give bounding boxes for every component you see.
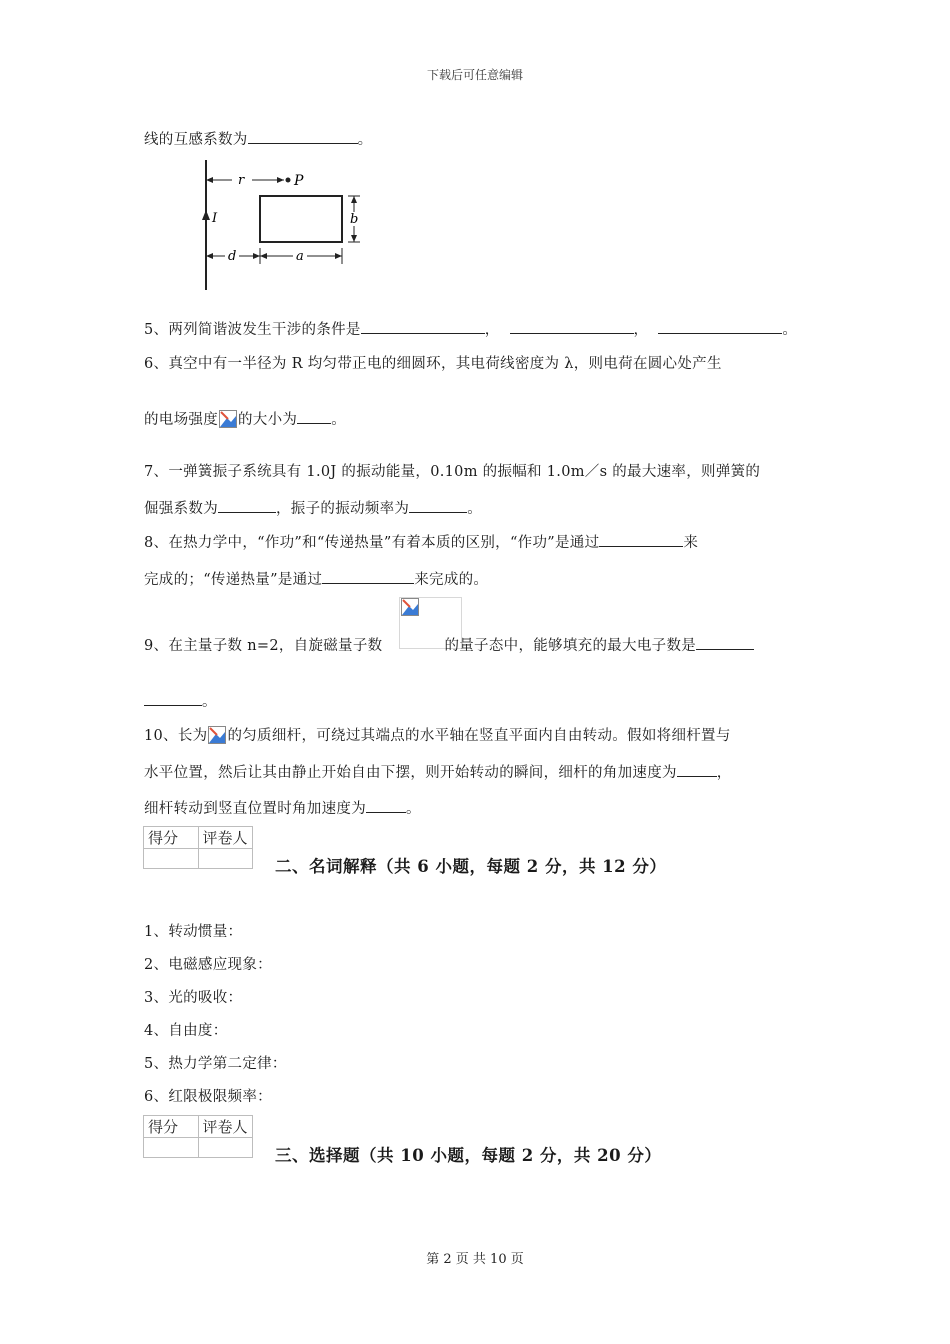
list-item: 4、自由度：	[144, 1023, 228, 1039]
answer-blank[interactable]	[322, 571, 414, 584]
question-5: 5、两列简谐波发生干涉的条件是 ， ， 。	[144, 322, 798, 338]
answer-blank[interactable]	[297, 411, 331, 424]
question-7-line-1: 7、一弹簧振子系统具有 1.0J 的振动能量，0.10m 的振幅和 1.0m／s 的最大速率，则弹簧的	[144, 464, 761, 480]
question-10-line-2: 水平位置，然后让其由静止开始自由下摆，则开始转动的瞬间，细杆的角加速度为 ，	[144, 765, 732, 781]
page-footer: 第 2 页 共 10 页	[426, 1252, 524, 1267]
grader-label: 评卷人	[198, 1116, 253, 1138]
list-item: 3、光的吸收：	[144, 990, 243, 1006]
label-a: a	[296, 249, 304, 264]
score-table	[143, 826, 253, 870]
q4-tail: 线的互感系数为 。	[144, 132, 373, 148]
label-b: b	[350, 212, 359, 227]
question-9-line-1: 9、在主量子数 n=2，自旋磁量子数 的量子态中，能够填充的最大电子数是	[144, 634, 754, 655]
question-7-line-2: 倔强系数为 ，振子的振动频率为 。	[144, 501, 483, 517]
grader-label: 评卷人	[198, 827, 253, 849]
answer-blank[interactable]	[218, 500, 276, 513]
list-item: 5、热力学第二定律：	[144, 1056, 287, 1072]
question-6-line-1: 6、真空中有一半径为 R 均匀带正电的细圆环，其电荷线密度为 λ，则电荷在圆心处产生	[144, 356, 722, 372]
point-P	[286, 178, 291, 183]
answer-blank[interactable]	[510, 321, 634, 334]
answer-blank[interactable]	[677, 764, 717, 777]
question-9-line-2: 。	[144, 690, 217, 711]
broken-image-icon	[401, 598, 419, 616]
score-cell[interactable]	[144, 849, 199, 869]
answer-blank[interactable]	[658, 321, 782, 334]
answer-blank[interactable]	[599, 534, 683, 547]
answer-blank[interactable]	[366, 800, 406, 813]
grader-cell[interactable]	[198, 849, 253, 869]
current-arrow-icon	[202, 210, 210, 220]
arrow-right-icon	[277, 177, 284, 183]
rectangular-loop	[260, 196, 342, 242]
label-r: r	[238, 173, 245, 188]
arrow-down-icon	[351, 235, 357, 242]
answer-blank[interactable]	[409, 500, 467, 513]
score-label: 得分	[144, 827, 199, 849]
answer-blank[interactable]	[361, 321, 485, 334]
score-table	[143, 1115, 253, 1159]
score-cell[interactable]	[144, 1138, 199, 1158]
list-item: 6、红限极限频率：	[144, 1089, 272, 1105]
broken-image-icon	[219, 410, 237, 428]
page-header: 下载后可任意编辑	[426, 68, 523, 82]
question-8-line-1: 8、在热力学中，“作功”和“传递热量”有着本质的区别，“作功”是通过 来	[144, 535, 699, 551]
section-3-title: 三、选择题（共 10 小题，每题 2 分，共 20 分）	[275, 1146, 662, 1165]
list-item: 2、电磁感应现象：	[144, 957, 272, 973]
label-P: P	[294, 173, 304, 189]
score-label: 得分	[144, 1116, 199, 1138]
question-6-line-2: 的电场强度 的大小为 。	[144, 412, 347, 428]
label-I: I	[212, 211, 218, 226]
answer-blank[interactable]	[248, 131, 358, 144]
question-10-line-3: 细杆转动到竖直位置时角加速度为 。	[144, 801, 421, 817]
arrow-up-icon	[351, 196, 357, 203]
answer-blank[interactable]	[696, 637, 754, 650]
broken-image-icon	[208, 726, 226, 744]
label-d: d	[228, 249, 237, 264]
arrow-left-icon	[206, 177, 213, 183]
list-item: 1、转动惯量：	[144, 924, 243, 940]
mutual-inductance-figure	[196, 158, 366, 292]
question-8-line-2: 完成的；“传递热量”是通过 来完成的。	[144, 572, 489, 588]
grader-cell[interactable]	[198, 1138, 253, 1158]
question-10-line-1: 10、长为 的匀质细杆，可绕过其端点的水平轴在竖直平面内自由转动。假如将细杆置与	[144, 728, 731, 744]
answer-blank[interactable]	[144, 693, 202, 706]
section-2-title: 二、名词解释（共 6 小题，每题 2 分，共 12 分）	[275, 857, 667, 876]
